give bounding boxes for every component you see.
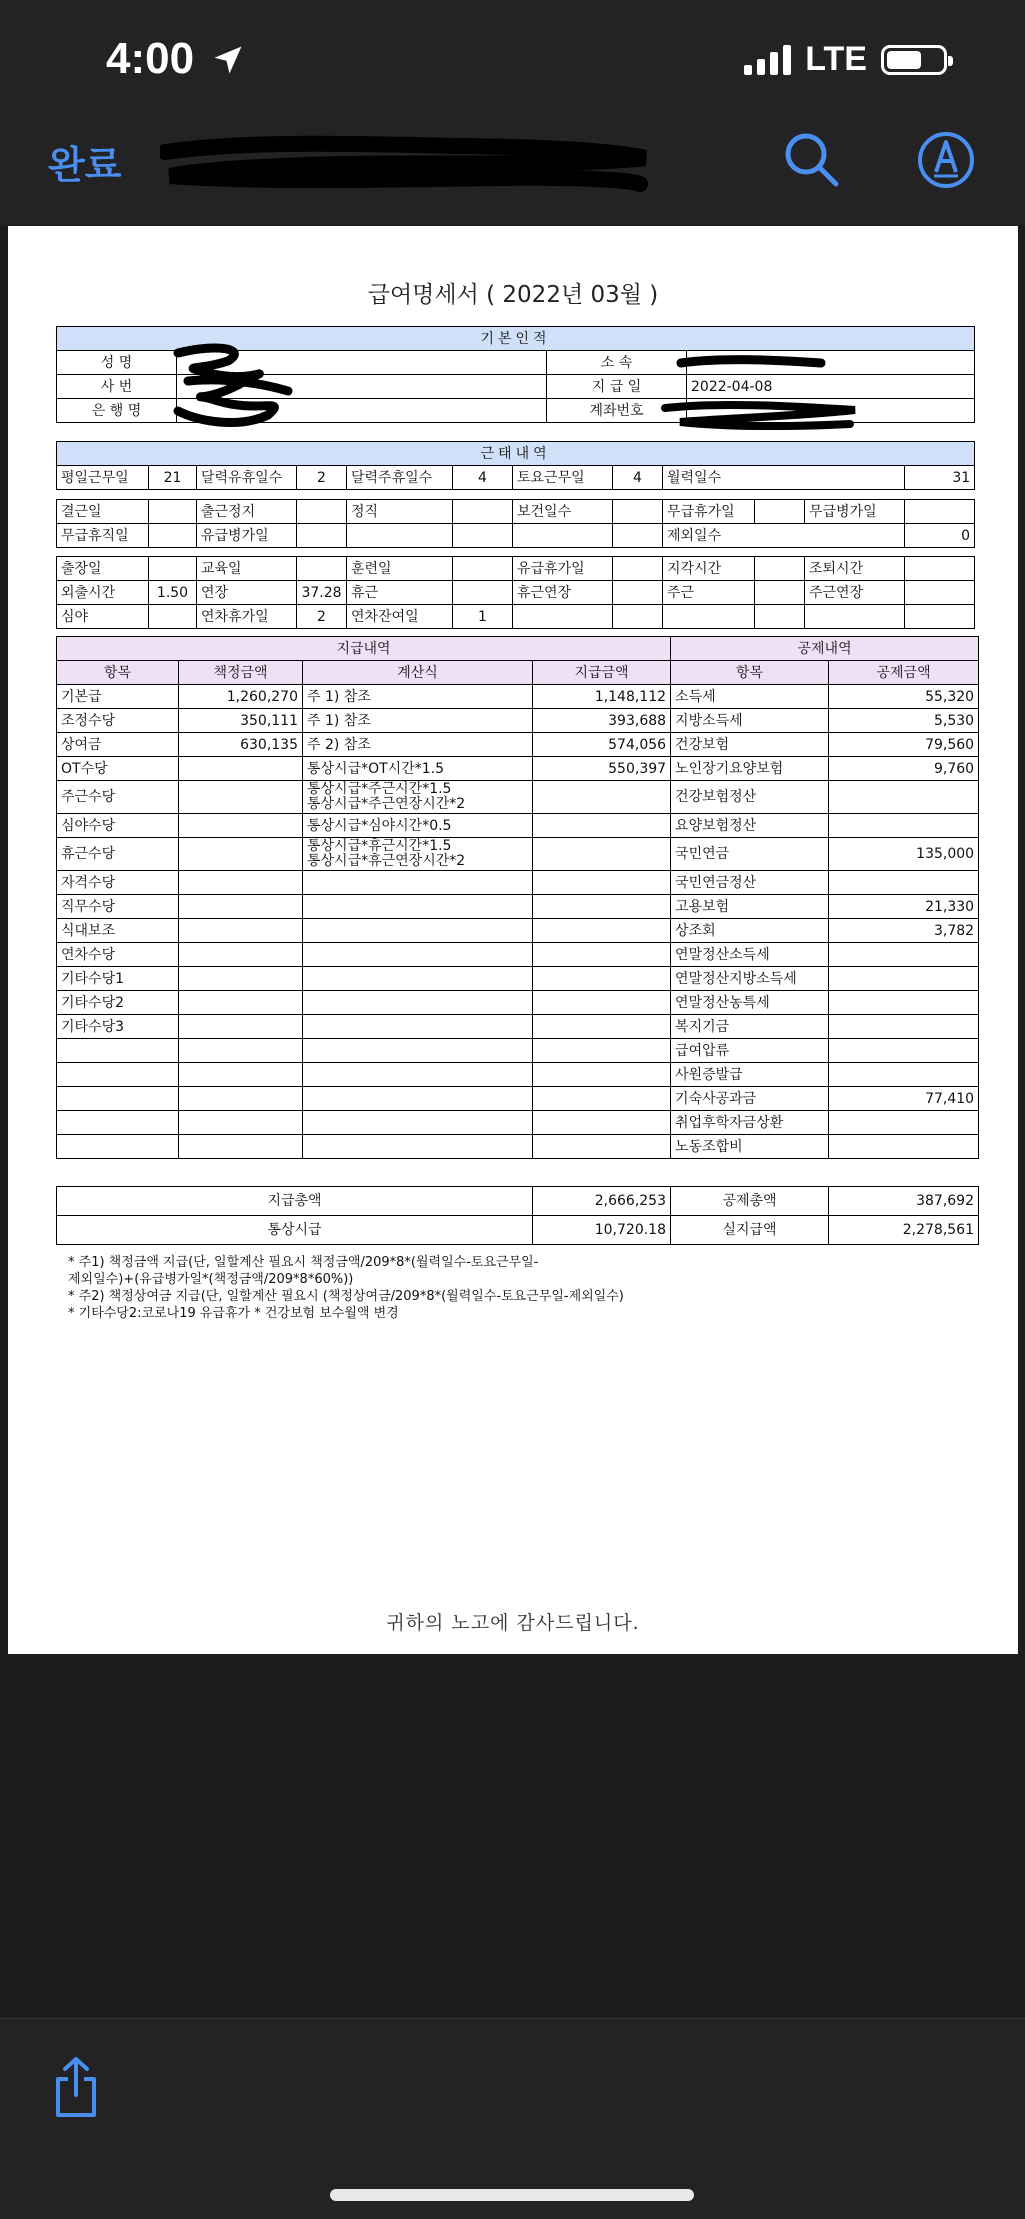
pay-item: 휴근수당: [57, 838, 179, 871]
empno-label: 사 번: [57, 375, 177, 399]
pay-assigned: [179, 1135, 303, 1159]
network-type: LTE: [805, 40, 867, 78]
att-cell: [755, 500, 805, 524]
pay-assigned: [179, 1015, 303, 1039]
deduct-amount: [829, 991, 979, 1015]
pay-amount: [533, 991, 671, 1015]
deduct-amount: [829, 1111, 979, 1135]
att-cell: 37.28: [297, 581, 347, 605]
pay-item: 기타수당1: [57, 967, 179, 991]
pay-row: [57, 943, 979, 967]
basic-info-header: 기본인적: [57, 327, 975, 351]
redacted-account-scribble: [660, 400, 860, 430]
pay-item: [57, 1087, 179, 1111]
deduct-amount: 9,760: [829, 757, 979, 781]
note-line: 제외일수)+(유급병가일*(책정금액/209*8*60%)): [68, 1272, 354, 1287]
att-cell: [297, 557, 347, 581]
att-cell: [453, 524, 513, 548]
deduct-item: 연말정산소득세: [671, 943, 829, 967]
pay-row: [57, 967, 979, 991]
att-cell: 연차잔여일: [347, 605, 453, 629]
attendance-detail-table-2: [56, 556, 975, 629]
total-deduct-label: 공제총액: [671, 1187, 829, 1216]
markup-icon[interactable]: [914, 128, 978, 192]
summary-table: [56, 1186, 979, 1245]
att-cell: [297, 524, 347, 548]
att-cell: 평일근무일: [57, 466, 149, 490]
pay-row: [57, 1063, 979, 1087]
pay-amount: [533, 919, 671, 943]
att-cell: [663, 605, 755, 629]
deduct-amount: [829, 781, 979, 814]
payslip-document: [8, 226, 1018, 1654]
pay-item: 기타수당2: [57, 991, 179, 1015]
pay-assigned: 350,111: [179, 709, 303, 733]
att-cell: [297, 500, 347, 524]
deduct-item: 소득세: [671, 685, 829, 709]
att-cell: 연장: [197, 581, 297, 605]
pay-formula: 통상시급*심야시간*0.5: [303, 814, 533, 838]
att-cell: 출근정지: [197, 500, 297, 524]
att-cell: [755, 605, 805, 629]
pay-assigned: [179, 919, 303, 943]
pay-amount: 1,148,112: [533, 685, 671, 709]
pay-item: OT수당: [57, 757, 179, 781]
pay-section-header: 지급내역: [57, 637, 671, 661]
deduct-amount: [829, 1039, 979, 1063]
pay-formula: [303, 1015, 533, 1039]
pay-formula: 주 1) 참조: [303, 709, 533, 733]
att-cell: 무급휴가일: [663, 500, 755, 524]
deduct-amount: [829, 1015, 979, 1039]
deduct-amount: 77,410: [829, 1087, 979, 1111]
pay-amount: 393,688: [533, 709, 671, 733]
deduct-amount: 3,782: [829, 919, 979, 943]
att-cell: 1: [453, 605, 513, 629]
att-cell: [149, 605, 197, 629]
pay-amount: [533, 838, 671, 871]
pay-amount: [533, 1015, 671, 1039]
pay-formula: [303, 895, 533, 919]
pay-formula: [303, 991, 533, 1015]
pay-assigned: [179, 871, 303, 895]
att-cell: 1.50: [149, 581, 197, 605]
pay-assigned: [179, 895, 303, 919]
deduct-item: 급여압류: [671, 1039, 829, 1063]
pay-formula: [303, 781, 533, 814]
pay-formula: 주 1) 참조: [303, 685, 533, 709]
pay-item: 주근수당: [57, 781, 179, 814]
pay-row: [57, 1039, 979, 1063]
att-cell: 4: [613, 466, 663, 490]
pay-formula: [303, 919, 533, 943]
att-cell: 주근: [663, 581, 755, 605]
pay-assigned: [179, 1111, 303, 1135]
pay-row: [57, 685, 979, 709]
pay-amount: [533, 814, 671, 838]
pay-assigned: [179, 838, 303, 871]
pay-row: [57, 1111, 979, 1135]
note-line: * 주2) 책정상여금 지급(단, 일할계산 필요시 (책정상여금/209*8*(월력일수-토요근무일-제외일수): [68, 1289, 624, 1304]
pay-formula: [303, 1135, 533, 1159]
deduct-item: 국민연금정산: [671, 871, 829, 895]
share-icon[interactable]: [50, 2055, 102, 2119]
pay-assigned: [179, 814, 303, 838]
att-cell: [613, 557, 663, 581]
col-header: 지급금액: [533, 661, 671, 685]
deduct-item: 사원증발급: [671, 1063, 829, 1087]
deduct-amount: [829, 1135, 979, 1159]
att-cell: [453, 581, 513, 605]
att-cell: 2: [297, 466, 347, 490]
pay-row: [57, 781, 979, 814]
att-cell: 훈련일: [347, 557, 453, 581]
total-pay-value: 2,666,253: [533, 1187, 671, 1216]
pay-amount: [533, 1087, 671, 1111]
pay-item: 연차수당: [57, 943, 179, 967]
deduct-amount: 135,000: [829, 838, 979, 871]
pay-item: [57, 1063, 179, 1087]
deduct-item: 노인장기요양보험: [671, 757, 829, 781]
att-cell: 무급병가일: [805, 500, 905, 524]
deduct-item: 요양보험정산: [671, 814, 829, 838]
deduct-item: 지방소득세: [671, 709, 829, 733]
hourly-label: 통상시급: [57, 1216, 533, 1245]
hourly-value: 10,720.18: [533, 1216, 671, 1245]
pay-formula: 통상시급*OT시간*1.5: [303, 757, 533, 781]
pay-item: 직무수당: [57, 895, 179, 919]
battery-icon: [881, 45, 947, 75]
pay-assigned: [179, 1039, 303, 1063]
pay-row: [57, 919, 979, 943]
total-deduct-value: 387,692: [829, 1187, 979, 1216]
pay-assigned: [179, 943, 303, 967]
att-cell: 휴근연장: [513, 581, 613, 605]
deduct-amount: 79,560: [829, 733, 979, 757]
pay-row: [57, 757, 979, 781]
att-cell: [613, 524, 663, 548]
att-cell: 제외일수: [663, 524, 905, 548]
pay-amount: [533, 1111, 671, 1135]
att-cell: 주근연장: [805, 581, 905, 605]
formula-line: 통상시급*주근연장시간*2: [307, 796, 466, 812]
home-indicator[interactable]: [330, 2189, 694, 2201]
att-cell: [755, 557, 805, 581]
att-cell: 출장일: [57, 557, 149, 581]
pay-formula: 주 2) 참조: [303, 733, 533, 757]
pay-item: 식대보조: [57, 919, 179, 943]
att-cell: [513, 605, 613, 629]
bottom-toolbar: [0, 2018, 1025, 2219]
att-cell: 2: [297, 605, 347, 629]
deduct-item: 연말정산지방소득세: [671, 967, 829, 991]
att-cell: [805, 605, 905, 629]
search-icon[interactable]: [780, 128, 844, 192]
col-header: 공제금액: [829, 661, 979, 685]
att-cell: [149, 524, 197, 548]
pay-table: [56, 636, 979, 1159]
deduct-item: 연말정산농특세: [671, 991, 829, 1015]
deduct-amount: [829, 1063, 979, 1087]
att-cell: 교육일: [197, 557, 297, 581]
pay-item: 기본급: [57, 685, 179, 709]
cell-signal-icon: [744, 45, 791, 75]
pay-amount: 574,056: [533, 733, 671, 757]
deduct-amount: [829, 814, 979, 838]
deduct-item: 국민연금: [671, 838, 829, 871]
att-cell: 정직: [347, 500, 453, 524]
att-cell: 심야: [57, 605, 149, 629]
att-cell: 보건일수: [513, 500, 613, 524]
pay-assigned: [179, 991, 303, 1015]
status-time: 4:00: [106, 34, 195, 83]
att-cell: 유급휴가일: [513, 557, 613, 581]
deduct-amount: 5,530: [829, 709, 979, 733]
notes: [68, 1254, 624, 1322]
att-cell: [905, 557, 975, 581]
pay-item: [57, 1111, 179, 1135]
formula-line: 통상시급*휴근시간*1.5: [307, 838, 452, 854]
deduct-item: 기숙사공과금: [671, 1087, 829, 1111]
redacted-dept-scribble: [676, 354, 826, 372]
formula-line: 통상시급*주근시간*1.5: [307, 781, 452, 797]
attendance-detail-table-1: [56, 499, 975, 548]
pay-row: [57, 871, 979, 895]
bank-label: 은 행 명: [57, 399, 177, 423]
pay-assigned: 630,135: [179, 733, 303, 757]
pay-row: [57, 895, 979, 919]
pay-item: [57, 1135, 179, 1159]
name-label: 성 명: [57, 351, 177, 375]
status-indicators: [744, 40, 947, 79]
att-cell: [613, 581, 663, 605]
note-line: * 기타수당2:코로나19 유급휴가 * 건강보험 보수월액 변경: [68, 1306, 399, 1321]
deduct-item: 고용보험: [671, 895, 829, 919]
total-pay-label: 지급총액: [57, 1187, 533, 1216]
pay-item: 조정수당: [57, 709, 179, 733]
att-cell: 31: [905, 466, 975, 490]
pay-row: [57, 1087, 979, 1111]
col-header: 책정금액: [179, 661, 303, 685]
att-cell: 연차휴가일: [197, 605, 297, 629]
pay-formula: [303, 1087, 533, 1111]
att-cell: 유급병가일: [197, 524, 297, 548]
pay-row: [57, 733, 979, 757]
pay-row: [57, 709, 979, 733]
pay-amount: [533, 871, 671, 895]
pay-formula: [303, 1063, 533, 1087]
pay-item: 심야수당: [57, 814, 179, 838]
att-cell: [613, 605, 663, 629]
deduct-amount: [829, 871, 979, 895]
deduct-item: 건강보험정산: [671, 781, 829, 814]
pay-formula: [303, 967, 533, 991]
att-cell: [905, 581, 975, 605]
formula-line: 통상시급*휴근연장시간*2: [307, 853, 466, 869]
att-cell: 토요근무일: [513, 466, 613, 490]
pay-item: [57, 1039, 179, 1063]
pay-amount: [533, 967, 671, 991]
redacted-title-scribble: [160, 132, 650, 192]
location-arrow-icon: [210, 42, 246, 78]
pay-formula: [303, 1039, 533, 1063]
pay-amount: [533, 895, 671, 919]
attendance-table: [56, 441, 975, 490]
pay-formula: [303, 871, 533, 895]
att-cell: 지각시간: [663, 557, 755, 581]
att-cell: 월력일수: [663, 466, 905, 490]
pay-assigned: [179, 1087, 303, 1111]
pay-formula: [303, 838, 533, 871]
att-cell: [347, 524, 453, 548]
pay-amount: [533, 781, 671, 814]
att-cell: 달력주휴일수: [347, 466, 453, 490]
col-header: 항목: [671, 661, 829, 685]
att-cell: 0: [905, 524, 975, 548]
att-cell: 외출시간: [57, 581, 149, 605]
pay-assigned: [179, 757, 303, 781]
att-cell: [513, 524, 613, 548]
account-label: 계좌번호: [547, 399, 687, 423]
att-cell: 결근일: [57, 500, 149, 524]
deduct-amount: [829, 943, 979, 967]
pay-amount: [533, 1063, 671, 1087]
pay-row: [57, 1015, 979, 1039]
att-cell: [453, 557, 513, 581]
net-pay-label: 실지급액: [671, 1216, 829, 1245]
deduct-item: 노동조합비: [671, 1135, 829, 1159]
dept-label: 소 속: [547, 351, 687, 375]
col-header: 계산식: [303, 661, 533, 685]
deduct-amount: [829, 967, 979, 991]
att-cell: [755, 581, 805, 605]
pay-amount: 550,397: [533, 757, 671, 781]
att-cell: [453, 500, 513, 524]
pay-assigned: [179, 781, 303, 814]
redacted-personal-info-scribble: [158, 341, 318, 431]
att-cell: 무급휴직일: [57, 524, 149, 548]
att-cell: [149, 500, 197, 524]
net-pay-value: 2,278,561: [829, 1216, 979, 1245]
pay-item: 자격수당: [57, 871, 179, 895]
footer-message: 귀하의 노고에 감사드립니다.: [386, 1612, 640, 1634]
pay-row: [57, 838, 979, 871]
att-cell: [149, 557, 197, 581]
pay-amount: [533, 943, 671, 967]
note-line: * 주1) 책정금액 지급(단, 일할계산 필요시 책정금액/209*8*(월력일수-토요근무일-: [68, 1255, 539, 1270]
pay-formula: [303, 1111, 533, 1135]
pay-item: 기타수당3: [57, 1015, 179, 1039]
deduct-item: 상조회: [671, 919, 829, 943]
att-cell: [905, 500, 975, 524]
attendance-header: 근태내역: [57, 442, 975, 466]
col-header: 항목: [57, 661, 179, 685]
done-button[interactable]: 완료: [48, 134, 121, 189]
att-cell: [613, 500, 663, 524]
pay-item: 상여금: [57, 733, 179, 757]
att-cell: 조퇴시간: [805, 557, 905, 581]
pay-row: [57, 991, 979, 1015]
pay-assigned: [179, 967, 303, 991]
att-cell: 달력유휴일수: [197, 466, 297, 490]
pay-amount: [533, 1039, 671, 1063]
pay-row: [57, 814, 979, 838]
att-cell: 휴근: [347, 581, 453, 605]
deduct-item: 복지기금: [671, 1015, 829, 1039]
pay-assigned: 1,260,270: [179, 685, 303, 709]
pay-amount: [533, 1135, 671, 1159]
document-title: 급여명세서 ( 2022년 03월 ): [367, 282, 659, 308]
pay-formula: [303, 943, 533, 967]
paydate-label: 지 급 일: [547, 375, 687, 399]
deduct-item: 건강보험: [671, 733, 829, 757]
deduct-amount: 21,330: [829, 895, 979, 919]
att-cell: [905, 605, 975, 629]
att-cell: 21: [149, 466, 197, 490]
deduct-amount: 55,320: [829, 685, 979, 709]
att-cell: 4: [453, 466, 513, 490]
pay-row: [57, 1135, 979, 1159]
pay-assigned: [179, 1063, 303, 1087]
paydate-value: 2022-04-08: [687, 375, 975, 399]
deduct-section-header: 공제내역: [671, 637, 979, 661]
status-bar: [0, 0, 1025, 120]
deduct-item: 취업후학자금상환: [671, 1111, 829, 1135]
nav-bar: [0, 120, 1025, 225]
